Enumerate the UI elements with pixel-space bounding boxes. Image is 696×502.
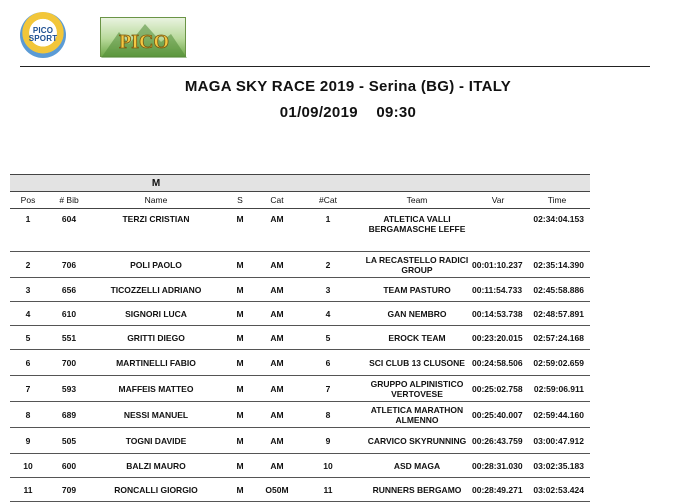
pico-sport-logo bbox=[20, 12, 66, 58]
cell-ncat: 9 bbox=[294, 428, 362, 454]
logo-sport-text-2: SPORT bbox=[28, 34, 58, 43]
table-row bbox=[10, 209, 590, 252]
cell-time: 02:48:57.891 bbox=[524, 302, 590, 326]
cell-cat: AM bbox=[260, 326, 294, 350]
cell-team: RUNNERS BERGAMO bbox=[362, 478, 472, 502]
cell-team: EROCK TEAM bbox=[362, 326, 472, 350]
cell-var: 00:26:43.759 bbox=[472, 428, 524, 454]
cell-ncat: 3 bbox=[294, 278, 362, 302]
cell-var: 00:25:02.758 bbox=[472, 376, 524, 402]
cell-name: SIGNORI LUCA bbox=[92, 302, 220, 326]
table-row bbox=[10, 428, 590, 454]
cell-team: SCI CLUB 13 CLUSONE bbox=[362, 350, 472, 376]
table-row bbox=[10, 302, 590, 326]
table-row bbox=[10, 350, 590, 376]
cell-time: 03:00:47.912 bbox=[524, 428, 590, 454]
cell-team: ATLETICA VALLI BERGAMASCHE LEFFE bbox=[362, 209, 472, 252]
cell-name: TERZI CRISTIAN bbox=[92, 209, 220, 252]
cell-time: 02:45:58.886 bbox=[524, 278, 590, 302]
table-row bbox=[10, 278, 590, 302]
cell-bib: 709 bbox=[46, 478, 92, 502]
cell-bib: 593 bbox=[46, 376, 92, 402]
cell-pos: 1 bbox=[10, 209, 46, 252]
cell-ncat: 2 bbox=[294, 252, 362, 278]
results-table bbox=[10, 174, 590, 502]
cell-name: POLI PAOLO bbox=[92, 252, 220, 278]
cell-cat: AM bbox=[260, 454, 294, 478]
cell-time: 03:02:35.183 bbox=[524, 454, 590, 478]
cell-time: 02:59:44.160 bbox=[524, 402, 590, 428]
race-time: 09:30 bbox=[376, 104, 417, 121]
cell-team: GRUPPO ALPINISTICO VERTOVESE bbox=[362, 376, 472, 402]
cell-team: TEAM PASTURO bbox=[362, 278, 472, 302]
cell-cat: AM bbox=[260, 278, 294, 302]
cell-ncat: 1 bbox=[294, 209, 362, 252]
cell-name: TICOZZELLI ADRIANO bbox=[92, 278, 220, 302]
col-header-pos: Pos bbox=[10, 192, 46, 209]
col-header-bib: # Bib bbox=[46, 192, 92, 209]
cell-bib: 689 bbox=[46, 402, 92, 428]
cell-sex: M bbox=[220, 454, 260, 478]
pico-logo-text: PICO bbox=[119, 31, 169, 53]
cell-bib: 656 bbox=[46, 278, 92, 302]
col-header-sex: S bbox=[220, 192, 260, 209]
cell-sex: M bbox=[220, 376, 260, 402]
cell-pos: 9 bbox=[10, 428, 46, 454]
cell-cat: AM bbox=[260, 209, 294, 252]
table-row bbox=[10, 326, 590, 350]
cell-team: LA RECASTELLO RADICI GROUP bbox=[362, 252, 472, 278]
cell-cat: AM bbox=[260, 252, 294, 278]
cell-team: ATLETICA MARATHON ALMENNO bbox=[362, 402, 472, 428]
cell-ncat: 6 bbox=[294, 350, 362, 376]
cell-sex: M bbox=[220, 209, 260, 252]
cell-bib: 706 bbox=[46, 252, 92, 278]
race-date: 01/09/2019 bbox=[279, 104, 358, 121]
table-row bbox=[10, 252, 590, 278]
table-row bbox=[10, 376, 590, 402]
cell-name: TOGNI DAVIDE bbox=[92, 428, 220, 454]
cell-bib: 604 bbox=[46, 209, 92, 252]
cell-pos: 5 bbox=[10, 326, 46, 350]
cell-pos: 11 bbox=[10, 478, 46, 502]
pico-logo bbox=[100, 17, 186, 57]
cell-bib: 600 bbox=[46, 454, 92, 478]
cell-ncat: 5 bbox=[294, 326, 362, 350]
cell-time: 02:59:02.659 bbox=[524, 350, 590, 376]
cell-pos: 7 bbox=[10, 376, 46, 402]
cell-sex: M bbox=[220, 326, 260, 350]
cell-cat: O50M bbox=[260, 478, 294, 502]
cell-bib: 610 bbox=[46, 302, 92, 326]
cell-time: 03:02:53.424 bbox=[524, 478, 590, 502]
cell-var: 00:01:10.237 bbox=[472, 252, 524, 278]
cell-sex: M bbox=[220, 252, 260, 278]
cell-var: 00:11:54.733 bbox=[472, 278, 524, 302]
cell-cat: AM bbox=[260, 402, 294, 428]
cell-time: 02:35:14.390 bbox=[524, 252, 590, 278]
category-band-row bbox=[10, 175, 590, 192]
cell-pos: 10 bbox=[10, 454, 46, 478]
cell-var: 00:24:58.506 bbox=[472, 350, 524, 376]
table-row bbox=[10, 402, 590, 428]
cell-sex: M bbox=[220, 350, 260, 376]
cell-var: 00:23:20.015 bbox=[472, 326, 524, 350]
cell-sex: M bbox=[220, 278, 260, 302]
cell-pos: 6 bbox=[10, 350, 46, 376]
cell-name: BALZI MAURO bbox=[92, 454, 220, 478]
cell-ncat: 8 bbox=[294, 402, 362, 428]
cell-bib: 551 bbox=[46, 326, 92, 350]
cell-sex: M bbox=[220, 428, 260, 454]
cell-bib: 700 bbox=[46, 350, 92, 376]
cell-cat: AM bbox=[260, 428, 294, 454]
cell-var: 00:25:40.007 bbox=[472, 402, 524, 428]
race-datetime bbox=[0, 104, 696, 121]
cell-ncat: 7 bbox=[294, 376, 362, 402]
cell-team: ASD MAGA bbox=[362, 454, 472, 478]
cell-ncat: 4 bbox=[294, 302, 362, 326]
cell-time: 02:34:04.153 bbox=[524, 209, 590, 252]
col-header-ncat: #Cat bbox=[294, 192, 362, 209]
cell-cat: AM bbox=[260, 350, 294, 376]
cell-sex: M bbox=[220, 478, 260, 502]
pico-mountain-icon bbox=[101, 18, 187, 58]
cell-ncat: 11 bbox=[294, 478, 362, 502]
cell-name: NESSI MANUEL bbox=[92, 402, 220, 428]
col-header-time: Time bbox=[524, 192, 590, 209]
col-header-cat: Cat bbox=[260, 192, 294, 209]
cell-bib: 505 bbox=[46, 428, 92, 454]
col-header-name: Name bbox=[92, 192, 220, 209]
table-row bbox=[10, 454, 590, 478]
cell-time: 02:59:06.911 bbox=[524, 376, 590, 402]
cell-team: CARVICO SKYRUNNING bbox=[362, 428, 472, 454]
cell-pos: 8 bbox=[10, 402, 46, 428]
cell-time: 02:57:24.168 bbox=[524, 326, 590, 350]
cell-var: 00:28:31.030 bbox=[472, 454, 524, 478]
cell-var: 00:28:49.271 bbox=[472, 478, 524, 502]
col-header-team: Team bbox=[362, 192, 472, 209]
cell-name: RONCALLI GIORGIO bbox=[92, 478, 220, 502]
cell-sex: M bbox=[220, 402, 260, 428]
cell-sex: M bbox=[220, 302, 260, 326]
cell-pos: 2 bbox=[10, 252, 46, 278]
logo-sport-text-1: PICO bbox=[32, 26, 54, 35]
category-band-label: M bbox=[92, 175, 220, 192]
cell-cat: AM bbox=[260, 302, 294, 326]
cell-name: MARTINELLI FABIO bbox=[92, 350, 220, 376]
cell-name: MAFFEIS MATTEO bbox=[92, 376, 220, 402]
column-header-row bbox=[10, 192, 590, 209]
col-header-var: Var bbox=[472, 192, 524, 209]
cell-ncat: 10 bbox=[294, 454, 362, 478]
cell-pos: 4 bbox=[10, 302, 46, 326]
cell-cat: AM bbox=[260, 376, 294, 402]
cell-var bbox=[472, 209, 524, 252]
cell-team: GAN NEMBRO bbox=[362, 302, 472, 326]
cell-pos: 3 bbox=[10, 278, 46, 302]
cell-name: GRITTI DIEGO bbox=[92, 326, 220, 350]
table-row bbox=[10, 478, 590, 502]
race-title: MAGA SKY RACE 2019 - Serina (BG) - ITALY bbox=[184, 78, 512, 95]
cell-var: 00:14:53.738 bbox=[472, 302, 524, 326]
header-divider bbox=[20, 66, 650, 67]
